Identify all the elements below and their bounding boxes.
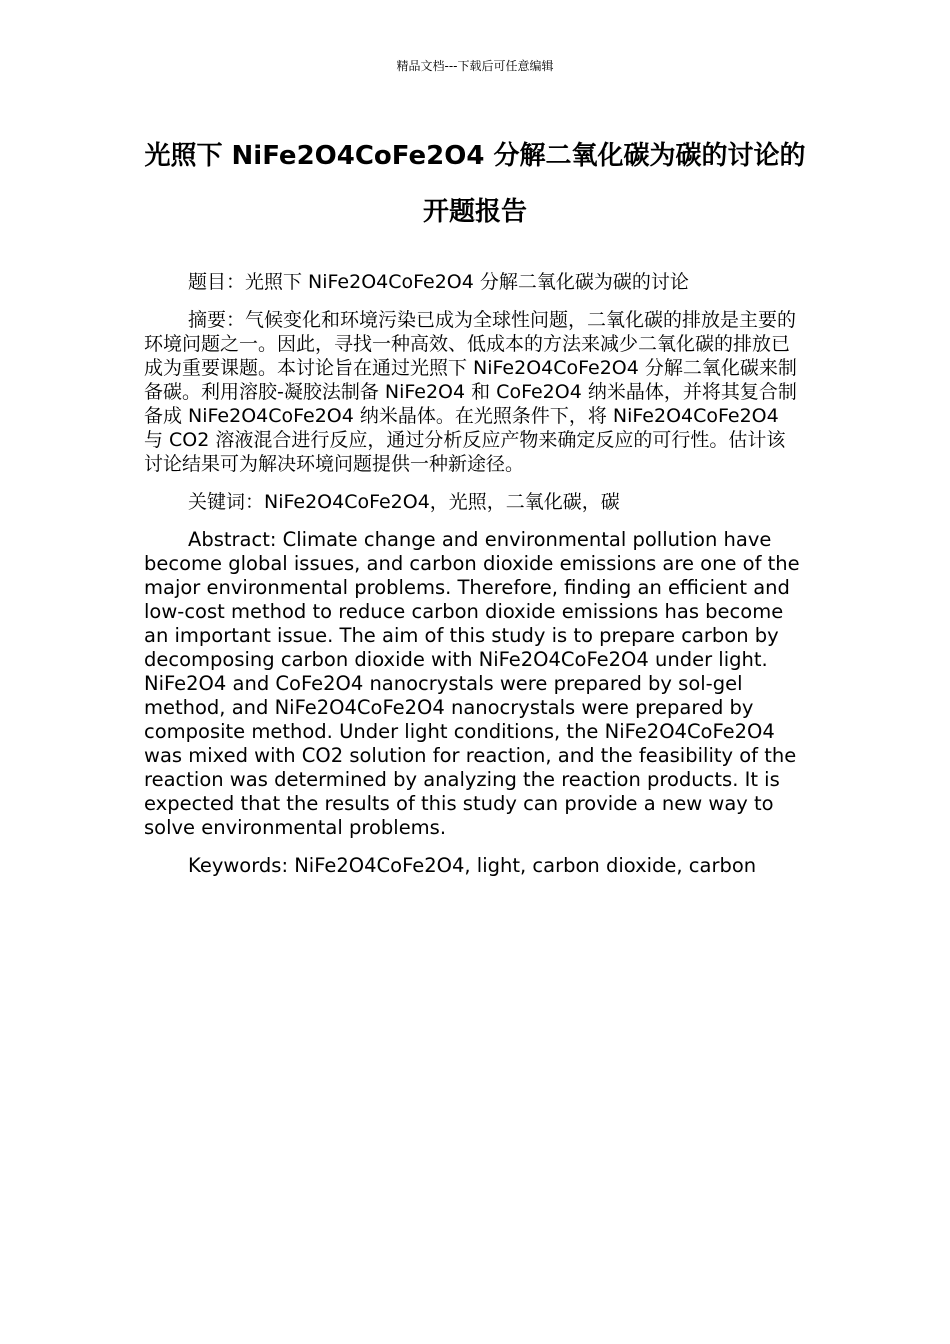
header-note: 精品文档---下载后可任意编辑	[396, 59, 554, 73]
topic-line: 题目：光照下 NiFe2O4CoFe2O4 分解二氧化碳为碳的讨论	[188, 271, 689, 293]
keywords-chinese: 关键词：NiFe2O4CoFe2O4，光照，二氧化碳，碳	[188, 491, 620, 513]
abstract-chinese: 摘要：气候变化和环境污染已成为全球性问题，二氧化碳的排放是主要的环境问题之一。因此，寻找一种高效、低成本的方法来减少二氧化碳的排放已成为重要课题。本讨论旨在通过光照下 NiFe2O4CoFe2O4 分解二氧化碳来制备碳。利用溶胶-凝胶法制备 NiFe2O4 和 CoFe2O4 纳米晶体，并将其复合制备成 NiFe2O4CoFe2O4 纳米晶体。在光照条件下，将 NiFe2O4CoFe2O4 与 CO2 溶液混合进行反应，通过分析反应产物来确定反应的可行性。估计该讨论结果可为解决环境问题提供一种新途径。	[144, 309, 797, 475]
document-title: 光照下 NiFe2O4CoFe2O4 分解二氧化碳为碳的讨论的开题报告	[144, 141, 806, 227]
document-body	[144, 270, 800, 892]
keywords-english: Keywords: NiFe2O4CoFe2O4, light, carbon dioxide, carbon	[188, 854, 757, 877]
abstract-english: Abstract: Climate change and environmental pollution have become global issues, and carbon dioxide emissions are one of the major environmental problems. Therefore, finding an efficient and low-cost method to reduce carbon dioxide emissions has become an important issue. The aim of this study is to prepare carbon by decomposing carbon dioxide with NiFe2O4CoFe2O4 under light. NiFe2O4 and CoFe2O4 nanocrystals were prepared by sol-gel method, and NiFe2O4CoFe2O4 nanocrystals were prepared by composite method. Under light conditions, the NiFe2O4CoFe2O4 was mixed with CO2 solution for reaction, and the feasibility of the reaction was determined by analyzing the reaction products. It is expected that the results of this study can provide a new way to solve environmental problems.	[144, 528, 800, 839]
